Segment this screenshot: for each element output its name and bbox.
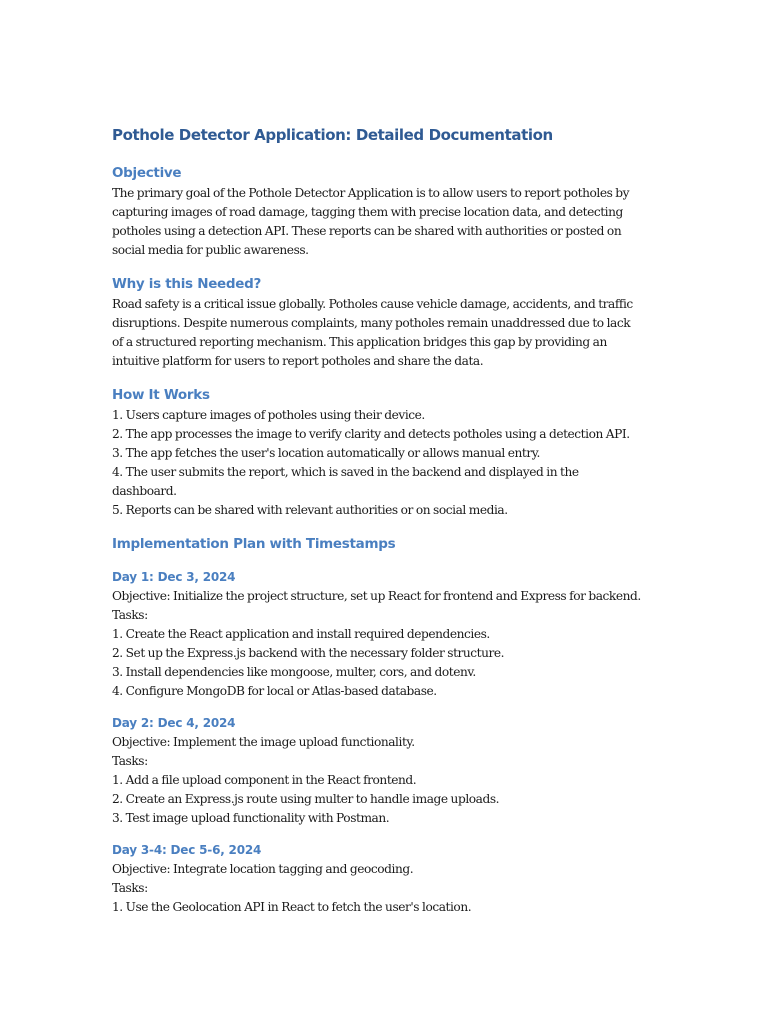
paragraph-line: The primary goal of the Pothole Detector Application is to allow users to report potholes by [112,186,630,200]
task-item: 1. Add a file upload component in the React frontend. [112,773,417,787]
paragraph-line: social media for public awareness. [112,243,309,257]
document-title: Pothole Detector Application: Detailed Documentation [112,126,553,144]
objective-paragraph [112,184,672,260]
day-objective: Objective: Initialize the project structure, set up React for frontend and Express for backend. [112,589,641,603]
day-objective: Objective: Integrate location tagging and geocoding. [112,862,414,876]
list-item: 1. Users capture images of potholes using their device. [112,408,425,422]
day-3-4-block [112,841,672,917]
how-steps-list [112,406,672,520]
list-item: 3. The app fetches the user's location automatically or allows manual entry. [112,446,540,460]
day-1-block [112,568,672,701]
title-block [112,124,672,146]
paragraph-line: of a structured reporting mechanism. This application bridges this gap by providing an [112,335,607,349]
day-3-4-heading: Day 3-4: Dec 5-6, 2024 [112,843,262,857]
why-section [112,274,672,371]
paragraph-line: Road safety is a critical issue globally. Potholes cause vehicle damage, accidents, and traffic [112,297,633,311]
paragraph-line: intuitive platform for users to report potholes and share the data. [112,354,484,368]
why-heading: Why is this Needed? [112,276,262,292]
day-2-block [112,714,672,828]
objective-section [112,163,672,260]
day-2-heading: Day 2: Dec 4, 2024 [112,716,236,730]
why-paragraph [112,295,672,371]
how-heading: How It Works [112,387,210,403]
task-item: 3. Test image upload functionality with Postman. [112,811,390,825]
paragraph-line: potholes using a detection API. These reports can be shared with authorities or posted on [112,224,622,238]
list-item: 5. Reports can be shared with relevant authorities or on social media. [112,503,508,517]
list-item: 4. The user submits the report, which is saved in the backend and displayed in the [112,465,579,479]
task-item: 3. Install dependencies like mongoose, multer, cors, and dotenv. [112,665,476,679]
tasks-label: Tasks: [112,754,148,768]
task-item: 2. Set up the Express.js backend with the necessary folder structure. [112,646,505,660]
task-item: 1. Use the Geolocation API in React to fetch the user's location. [112,900,472,914]
paragraph-line: disruptions. Despite numerous complaints, many potholes remain unaddressed due to lack [112,316,631,330]
day-objective: Objective: Implement the image upload functionality. [112,735,415,749]
plan-section [112,534,672,917]
task-item: 4. Configure MongoDB for local or Atlas-based database. [112,684,437,698]
tasks-label: Tasks: [112,608,148,622]
plan-heading: Implementation Plan with Timestamps [112,536,396,552]
list-item-continuation: dashboard. [112,484,177,498]
tasks-label: Tasks: [112,881,148,895]
task-item: 2. Create an Express.js route using multer to handle image uploads. [112,792,500,806]
day-1-heading: Day 1: Dec 3, 2024 [112,570,236,584]
how-section [112,385,672,520]
objective-heading: Objective [112,165,182,181]
task-item: 1. Create the React application and install required dependencies. [112,627,490,641]
paragraph-line: capturing images of road damage, tagging them with precise location data, and detecting [112,205,623,219]
document-page [112,124,672,917]
list-item: 2. The app processes the image to verify clarity and detects potholes using a detection API. [112,427,630,441]
